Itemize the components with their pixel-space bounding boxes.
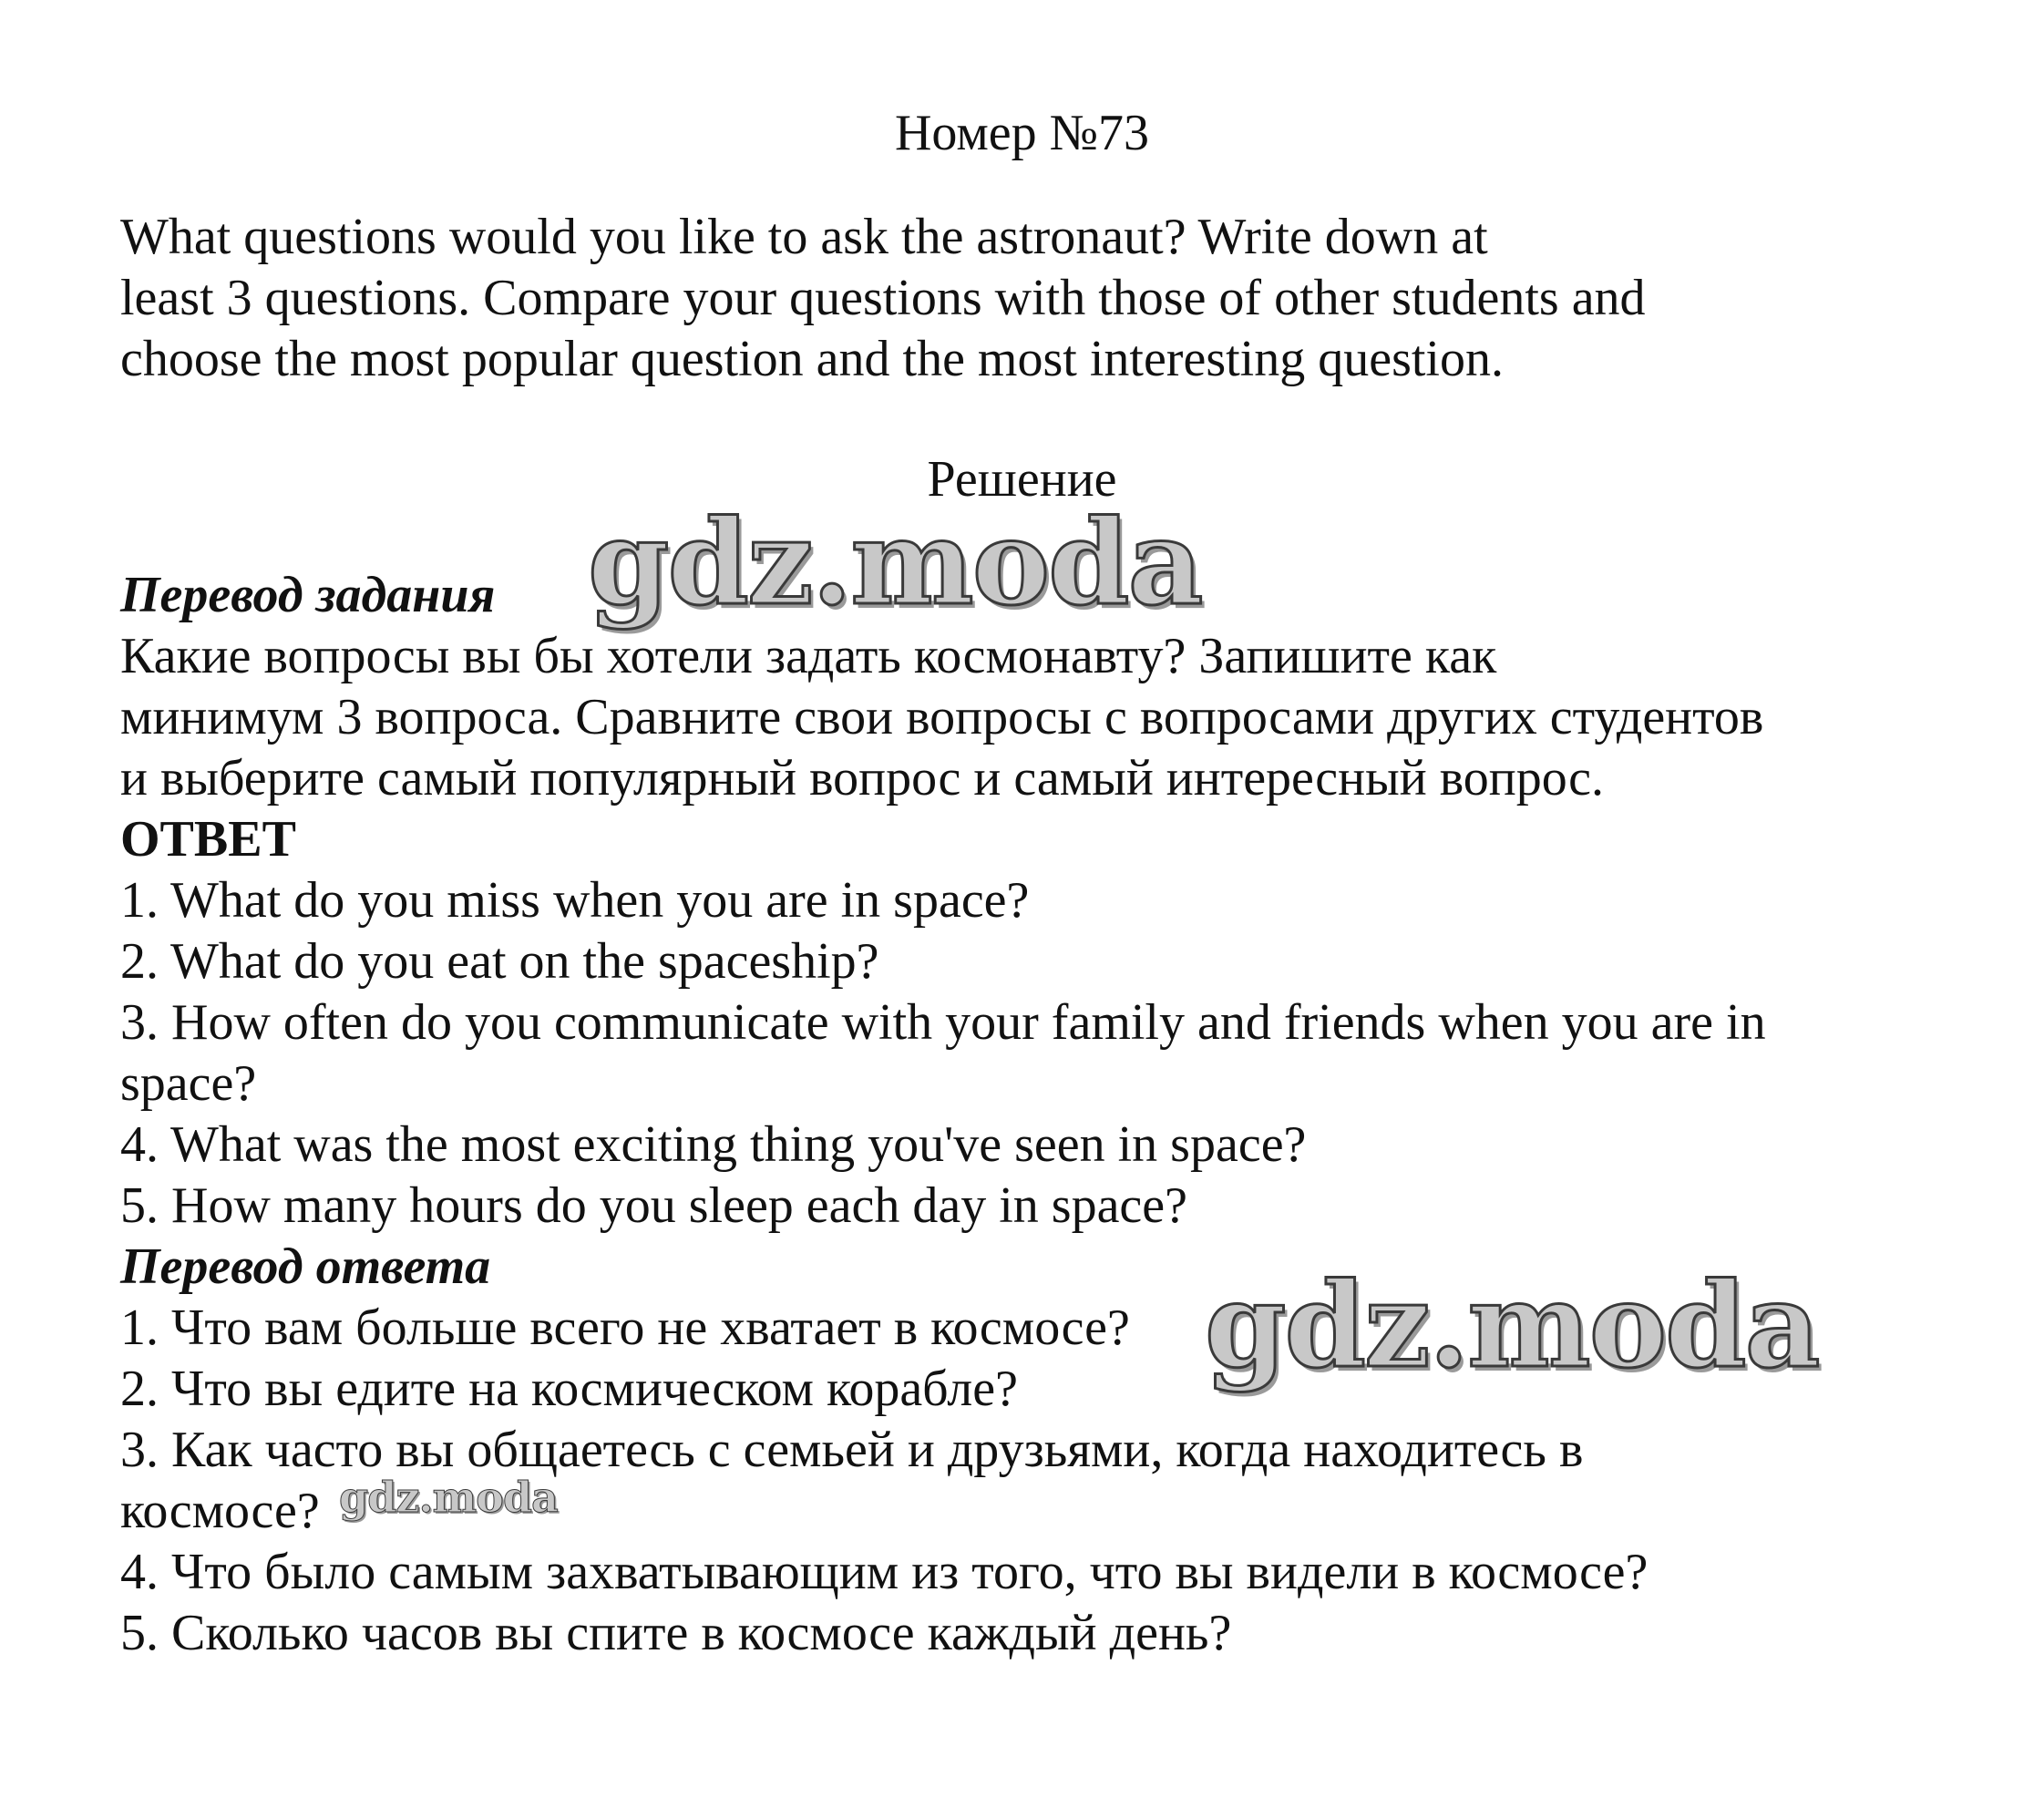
answer-translation-line: 3. Как часто вы общаетесь с семьей и друзьями, когда находитесь в [120, 1422, 1584, 1478]
answer-translation-line: 2. Что вы едите на космическом корабле? [120, 1361, 1018, 1417]
answer-line: 3. How often do you communicate with your family and friends when you are in [120, 994, 1766, 1051]
answer-translation-line: 5. Сколько часов вы спите в космосе каждый день? [120, 1605, 1232, 1661]
answer-translation-line: 1. Что вам больше всего не хватает в космосе? [120, 1300, 1130, 1356]
translation-heading: Перевод задания [120, 567, 496, 623]
answer-translation-heading: Перевод ответа [120, 1238, 491, 1295]
watermark-logo: gdz.moda [339, 1473, 558, 1522]
task-line: choose the most popular question and the most interesting question. [120, 331, 1504, 387]
answer-translation-line: космосе? [120, 1483, 320, 1539]
answer-translation-line: 4. Что было самым захватывающим из того, что вы видели в космосе? [120, 1544, 1649, 1600]
answer-line: 5. How many hours do you sleep each day in space? [120, 1177, 1187, 1234]
task-text [120, 207, 1925, 390]
answer-line: 2. What do you eat on the spaceship? [120, 933, 879, 990]
translation-line: и выберите самый популярный вопрос и самый интересный вопрос. [120, 750, 1604, 806]
task-line: least 3 questions. Compare your questions with those of other students and [120, 270, 1646, 326]
solution-label: Решение [927, 451, 1117, 508]
answer-line: 4. What was the most exciting thing you've seen in space? [120, 1116, 1307, 1173]
answer-heading: ОТВЕТ [120, 811, 296, 868]
translation-line: Какие вопросы вы бы хотели задать космонавту? Запишите как [120, 628, 1497, 684]
answer-line: space? [120, 1055, 257, 1112]
watermark-logo: gdz.moda [588, 495, 1202, 632]
answer-line: 1. What do you miss when you are in space? [120, 872, 1030, 929]
translation-line: минимум 3 вопроса. Сравните свои вопросы с вопросами других студентов [120, 689, 1764, 745]
watermark-logo: gdz.moda [1205, 1258, 1819, 1394]
page-title: Номер №73 [894, 105, 1150, 161]
task-line: What questions would you like to ask the astronaut? Write down at [120, 209, 1488, 265]
